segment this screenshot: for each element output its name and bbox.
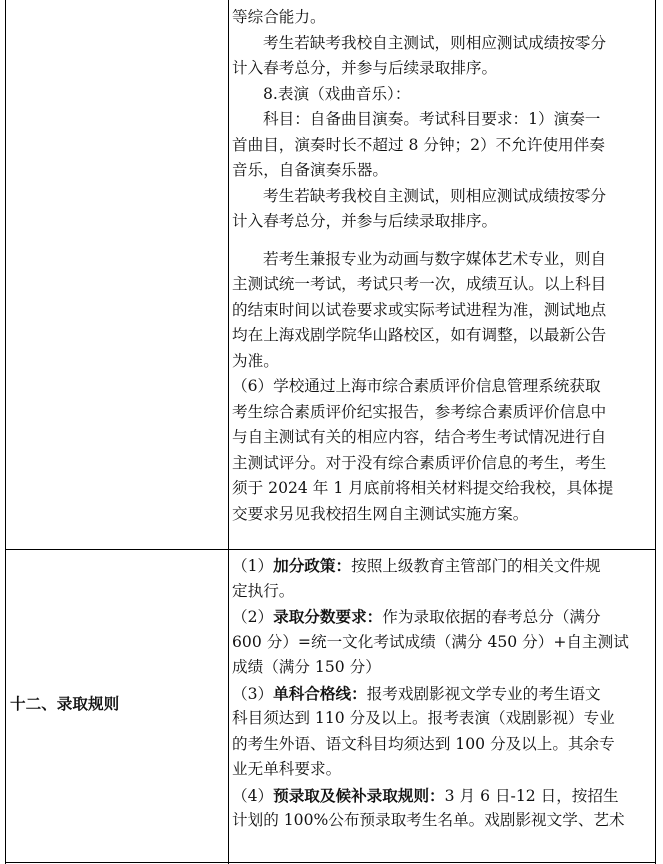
row-divider: [5, 549, 656, 550]
rule-heading-single-subject-line: 单科合格线：: [273, 683, 367, 703]
paragraph-line: 为准。: [232, 351, 279, 370]
rule-line: 计划的 100%公布预录取考生名单。戏剧影视文学、艺术: [232, 811, 625, 829]
paragraph-line: 音乐，自备演奏乐器。: [232, 161, 388, 179]
paragraph-line: 的结束时间以试卷要求或实际考试进程为准，测试地点: [232, 300, 607, 319]
paragraph-line: 若考生兼报专业为动画与数字媒体艺术专业，则自: [263, 249, 607, 268]
paragraph-line: 考生若缺考我校自主测试，则相应测试成绩按零分: [263, 33, 607, 52]
rule-text: 按照上级教育主管部门的相关文件规: [351, 557, 601, 575]
paragraph-line: 与自主测试有关的相应内容，结合考生考试情况进行自: [232, 428, 607, 446]
paragraph-line: 科目：自备曲目演奏。考试科目要求：1）演奏一: [263, 110, 601, 128]
rule-number: （4）: [232, 786, 274, 805]
admission-rules-cell: [232, 553, 650, 834]
rule-line: [232, 681, 650, 707]
paragraph-line: 计入春考总分，并参与后续录取排序。: [232, 212, 498, 230]
rule-line: 的考生外语、语文科目均须达到 100 分及以上。其余专: [232, 734, 615, 753]
paragraph-line: 主测试评分。对于没有综合素质评价信息的考生，考生: [232, 453, 607, 472]
paragraph-line: 交要求另见我校招生网自主测试实施方案。: [232, 504, 529, 523]
rule-line: 科目须达到 110 分及以上。报考表演（戏剧影视）专业: [232, 709, 615, 727]
paragraph-line: 均在上海戏剧学院华山路校区，如有调整，以最新公告: [232, 326, 607, 344]
paragraph-line: 须于 2024 年 1 月底前将相关材料提交给我校，具体提: [232, 479, 614, 497]
rule-number: （1）: [232, 557, 274, 575]
rule-text: 3 月 6 日-12 日，按招生: [444, 786, 619, 805]
paragraph-line: 等综合能力。: [232, 8, 326, 26]
rule-heading-pre-admission: 预录取及候补录取规则：: [273, 785, 445, 805]
paragraph-line: （6）学校通过上海市综合素质评价信息管理系统获取: [232, 377, 601, 395]
table-border-right: [655, 0, 656, 864]
section-heading-drama-music: 8.表演（戏曲音乐）：: [263, 84, 411, 103]
admission-rules-label: 十二、录取规则: [10, 695, 120, 713]
rule-heading-score-requirement: 录取分数要求：: [273, 607, 383, 626]
table-column-divider: [228, 0, 229, 864]
paragraph-line: 计入春考总分，并参与后续录取排序。: [232, 59, 498, 77]
rule-number: （3）: [232, 684, 274, 703]
table-border-bottom: [5, 862, 656, 863]
rule-line: 600 分）=统一文化考试成绩（满分 450 分）+自主测试: [232, 632, 629, 651]
paragraph-line: 考生若缺考我校自主测试，则相应测试成绩按零分: [263, 186, 607, 205]
rule-line: 业无单科要求。: [232, 760, 342, 778]
paragraph-line: 主测试统一考试，考试只考一次，成绩互认。以上科目: [232, 275, 607, 293]
paragraph-line: 考生综合素质评价纪实报告，参考综合素质评价信息中: [232, 402, 607, 421]
paragraph-line: 首曲目，演奏时长不超过 8 分钟；2）不允许使用伴奏: [232, 135, 605, 154]
rule-line: 定执行。: [232, 581, 295, 600]
rule-number: （2）: [232, 608, 274, 626]
rule-text: 作为录取依据的春考总分（满分: [382, 608, 601, 626]
rule-line: [232, 553, 650, 579]
table-border-left: [5, 0, 6, 864]
rule-text: 报考戏剧影视文学专业的考生语文: [366, 684, 601, 703]
rule-line: [232, 783, 650, 809]
rule-heading-bonus-policy: 加分政策：: [273, 556, 352, 575]
rule-line: 成绩（满分 150 分）: [232, 658, 381, 676]
exam-details-cell: [232, 5, 650, 527]
rule-line: [232, 604, 650, 630]
